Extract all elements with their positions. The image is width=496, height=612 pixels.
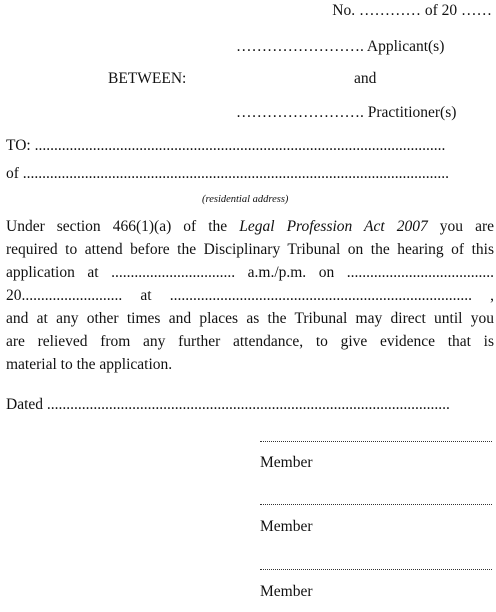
body-line-2: required to attend before the Disciplinary Tribunal on the hearing of this [6, 241, 494, 258]
member-label-1: Member [260, 454, 313, 471]
body-line-4: 20.......................... at .............................................................................. , [6, 287, 494, 304]
dated-line: Dated ........................................................................................................ [6, 396, 450, 413]
member-label-3: Member [260, 583, 313, 600]
body-line-1-post: you are [427, 218, 494, 235]
applicant-line: ……………………. Applicant(s) [236, 38, 445, 55]
signature-line-2 [260, 504, 492, 505]
document-number-line: No. ………… of 20 …… [332, 2, 492, 19]
body-line-1-pre: Under section 466(1)(a) of the [6, 218, 240, 235]
between-label: BETWEEN: [108, 70, 187, 87]
practitioner-line: ……………………. Practitioner(s) [236, 104, 457, 121]
signature-line-3 [260, 569, 492, 570]
body-line-1 [6, 218, 494, 236]
body-line-7: material to the application. [6, 356, 173, 373]
signature-line-1 [260, 441, 492, 442]
body-line-6: are relieved from any further attendance, to give evidence that is [6, 333, 494, 350]
member-label-2: Member [260, 518, 313, 535]
body-line-3: application at ................................ a.m./p.m. on ...................................... [6, 264, 494, 281]
to-line: TO: .......................................................................................................... [6, 137, 446, 154]
residential-address-caption: (residential address) [202, 194, 289, 205]
act-name: Legal Profession Act 2007 [239, 218, 428, 235]
body-line-5: and at any other times and places as the Tribunal may direct until you [6, 310, 494, 327]
of-line: of .............................................................................................................. [6, 165, 450, 182]
and-label: and [354, 70, 377, 87]
